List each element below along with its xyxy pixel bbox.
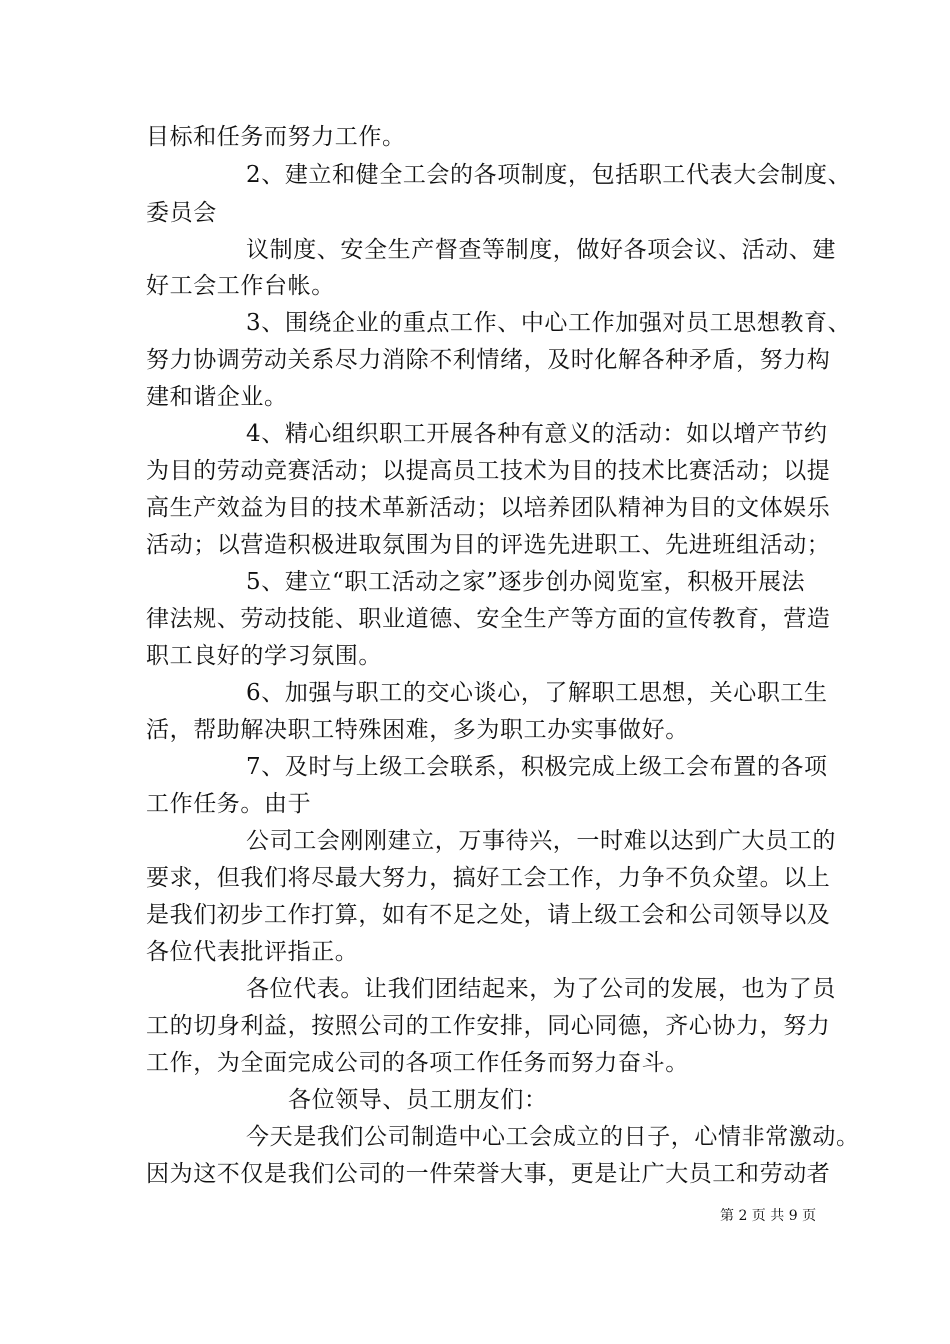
text-line: 好工会工作台帐。: [146, 273, 335, 299]
text-line: 活动；以营造积极进取氛围为目的评选先进职工、先进班组活动；: [146, 532, 831, 558]
text-line: 今天是我们公司制造中心工会成立的日子，心情非常激动。: [246, 1124, 860, 1150]
text-line: 因为这不仅是我们公司的一件荣誉大事，更是让广大员工和劳动者: [146, 1161, 831, 1187]
text-line: 4、精心组织职工开展各种有意义的活动：如以增产节约: [246, 421, 828, 447]
text-line: 公司工会刚刚建立，万事待兴，一时难以达到广大员工的: [246, 828, 836, 854]
text-line: 各位领导、员工朋友们：: [288, 1087, 548, 1113]
text-line: 是我们初步工作打算，如有不足之处，请上级工会和公司领导以及: [146, 902, 831, 928]
text-line: 工作，为全面完成公司的各项工作任务而努力奋斗。: [146, 1050, 689, 1076]
text-line: 各位代表批评指正。: [146, 939, 359, 965]
text-line: 议制度、安全生产督查等制度，做好各项会议、活动、建: [246, 237, 836, 263]
text-line: 工的切身利益，按照公司的工作安排，同心同德，齐心协力，努力: [146, 1013, 831, 1039]
text-line: 努力协调劳动关系尽力消除不利情绪，及时化解各种矛盾，努力构: [146, 347, 831, 373]
text-line: 律法规、劳动技能、职业道德、安全生产等方面的宣传教育，营造: [146, 606, 831, 632]
text-line: 工作任务。由于: [146, 791, 312, 817]
text-line: 6、加强与职工的交心谈心，了解职工思想，关心职工生: [246, 680, 828, 706]
text-line: 要求，但我们将尽最大努力，搞好工会工作，力争不负众望。以上: [146, 865, 831, 891]
text-line: 为目的劳动竞赛活动；以提高员工技术为目的技术比赛活动；以提: [146, 458, 831, 484]
text-line: 高生产效益为目的技术革新活动；以培养团队精神为目的文体娱乐: [146, 495, 831, 521]
text-line: 3、围绕企业的重点工作、中心工作加强对员工思想教育、: [246, 310, 852, 336]
text-line: 建和谐企业。: [146, 384, 288, 410]
text-line: 委员会: [146, 200, 217, 226]
text-line: 5、建立“职工活动之家”逐步创办阅览室，积极开展法: [246, 569, 806, 595]
page-number-footer: 第 2 页 共 9 页: [720, 1208, 817, 1224]
text-line: 职工良好的学习氛围。: [146, 643, 382, 669]
text-line: 活，帮助解决职工特殊困难，多为职工办实事做好。: [146, 717, 689, 743]
text-line: 目标和任务而努力工作。: [146, 124, 406, 150]
text-line: 7、及时与上级工会联系，积极完成上级工会布置的各项: [246, 754, 828, 780]
text-line: 2、建立和健全工会的各项制度，包括职工代表大会制度、: [246, 162, 852, 188]
text-line: 各位代表。让我们团结起来，为了公司的发展，也为了员: [246, 976, 836, 1002]
